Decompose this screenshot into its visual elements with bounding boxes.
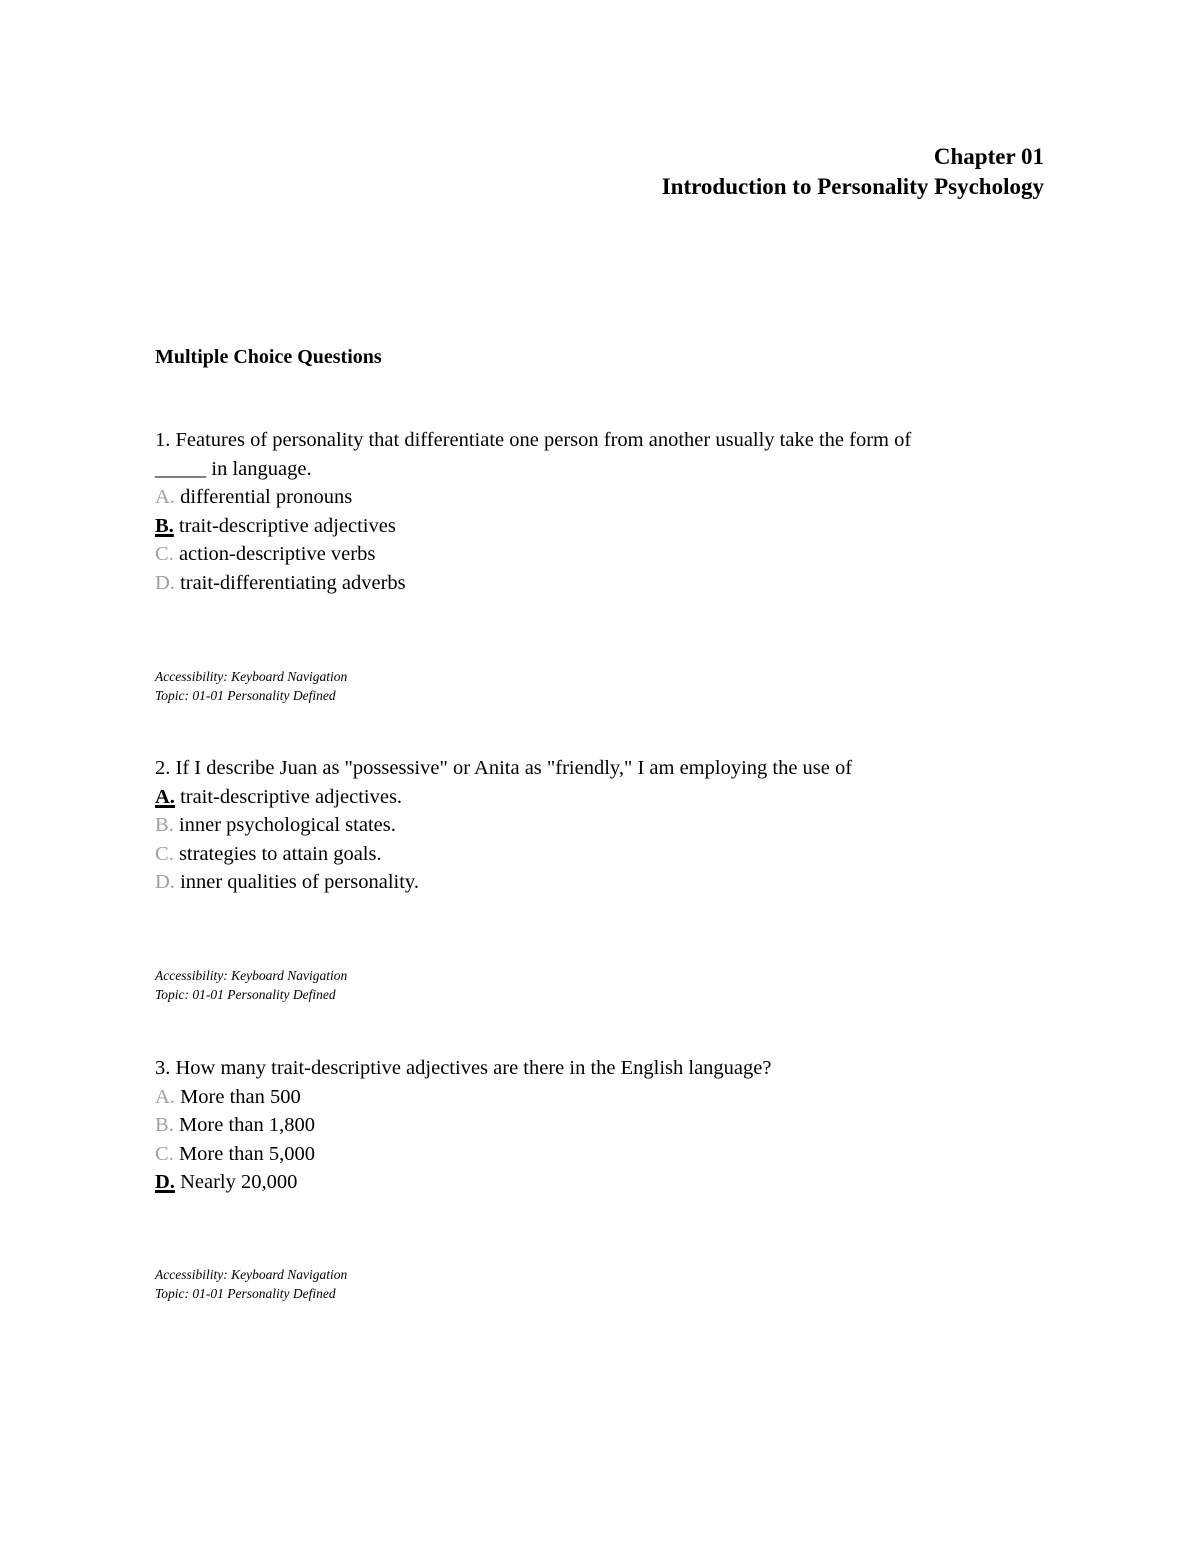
answer-option-d <box>155 868 1045 897</box>
option-text: Nearly 20,000 <box>174 1171 298 1193</box>
section-title: Multiple Choice Questions <box>155 346 382 368</box>
answer-option-a <box>155 783 1045 812</box>
option-text: trait-differentiating adverbs <box>174 571 406 594</box>
option-letter: B. <box>155 814 174 836</box>
answer-option-a <box>155 1083 1045 1112</box>
option-letter: B. <box>155 1114 174 1136</box>
option-text: trait-descriptive adjectives <box>173 514 396 537</box>
question-3-metadata <box>155 1266 347 1303</box>
answer-option-b <box>155 1111 1045 1140</box>
accessibility-note: Accessibility: Keyboard Navigation <box>155 968 348 983</box>
answer-option-d <box>155 569 1045 598</box>
question-3 <box>155 1054 1045 1197</box>
option-letter: C. <box>155 543 174 565</box>
option-text: More than 1,800 <box>173 1114 316 1136</box>
topic-note: Topic: 01-01 Personality Defined <box>155 1285 336 1301</box>
accessibility-note: Accessibility: Keyboard Navigation <box>155 669 348 684</box>
question-1 <box>155 426 1045 597</box>
answer-option-c <box>155 840 1045 869</box>
option-text: differential pronouns <box>174 486 353 508</box>
option-text: More than 500 <box>174 1085 301 1108</box>
option-text: action-descriptive verbs <box>173 543 376 565</box>
option-text: strategies to attain goals. <box>173 842 382 865</box>
question-1-metadata <box>155 668 347 705</box>
question-2 <box>155 754 1045 897</box>
answer-option-d <box>155 1168 1045 1197</box>
question-stem-continued: _____ in language. <box>155 457 312 480</box>
question-stem: 1. Features of personality that differentiate one person from another usually take the form of <box>155 429 912 451</box>
option-letter: D. <box>155 871 175 893</box>
option-letter: C. <box>155 842 174 865</box>
answer-option-a <box>155 483 1045 512</box>
option-text: trait-descriptive adjectives. <box>174 785 403 808</box>
chapter-header <box>662 142 1044 202</box>
option-letter: A. <box>155 486 175 508</box>
accessibility-note: Accessibility: Keyboard Navigation <box>155 1267 348 1282</box>
correct-option-letter: A. <box>155 785 175 808</box>
option-text: More than 5,000 <box>173 1142 316 1165</box>
answer-option-c <box>155 1140 1045 1169</box>
correct-option-letter: B. <box>155 514 174 537</box>
correct-option-letter: D. <box>155 1171 175 1193</box>
chapter-title: Introduction to Personality Psychology <box>661 174 1044 199</box>
answer-option-c <box>155 540 1045 569</box>
question-stem: 3. How many trait-descriptive adjectives are there in the English language? <box>155 1057 772 1079</box>
question-2-metadata <box>155 967 347 1004</box>
option-text: inner psychological states. <box>173 814 396 836</box>
answer-option-b <box>155 811 1045 840</box>
option-letter: D. <box>155 571 175 594</box>
question-stem: 2. If I describe Juan as "possessive" or Anita as "friendly," I am employing the use of <box>155 757 853 779</box>
option-letter: C. <box>155 1142 174 1165</box>
option-text: inner qualities of personality. <box>174 871 419 893</box>
chapter-number: Chapter 01 <box>933 144 1044 169</box>
option-letter: A. <box>155 1085 175 1108</box>
answer-option-b <box>155 512 1045 541</box>
topic-note: Topic: 01-01 Personality Defined <box>155 687 336 703</box>
topic-note: Topic: 01-01 Personality Defined <box>155 986 336 1002</box>
